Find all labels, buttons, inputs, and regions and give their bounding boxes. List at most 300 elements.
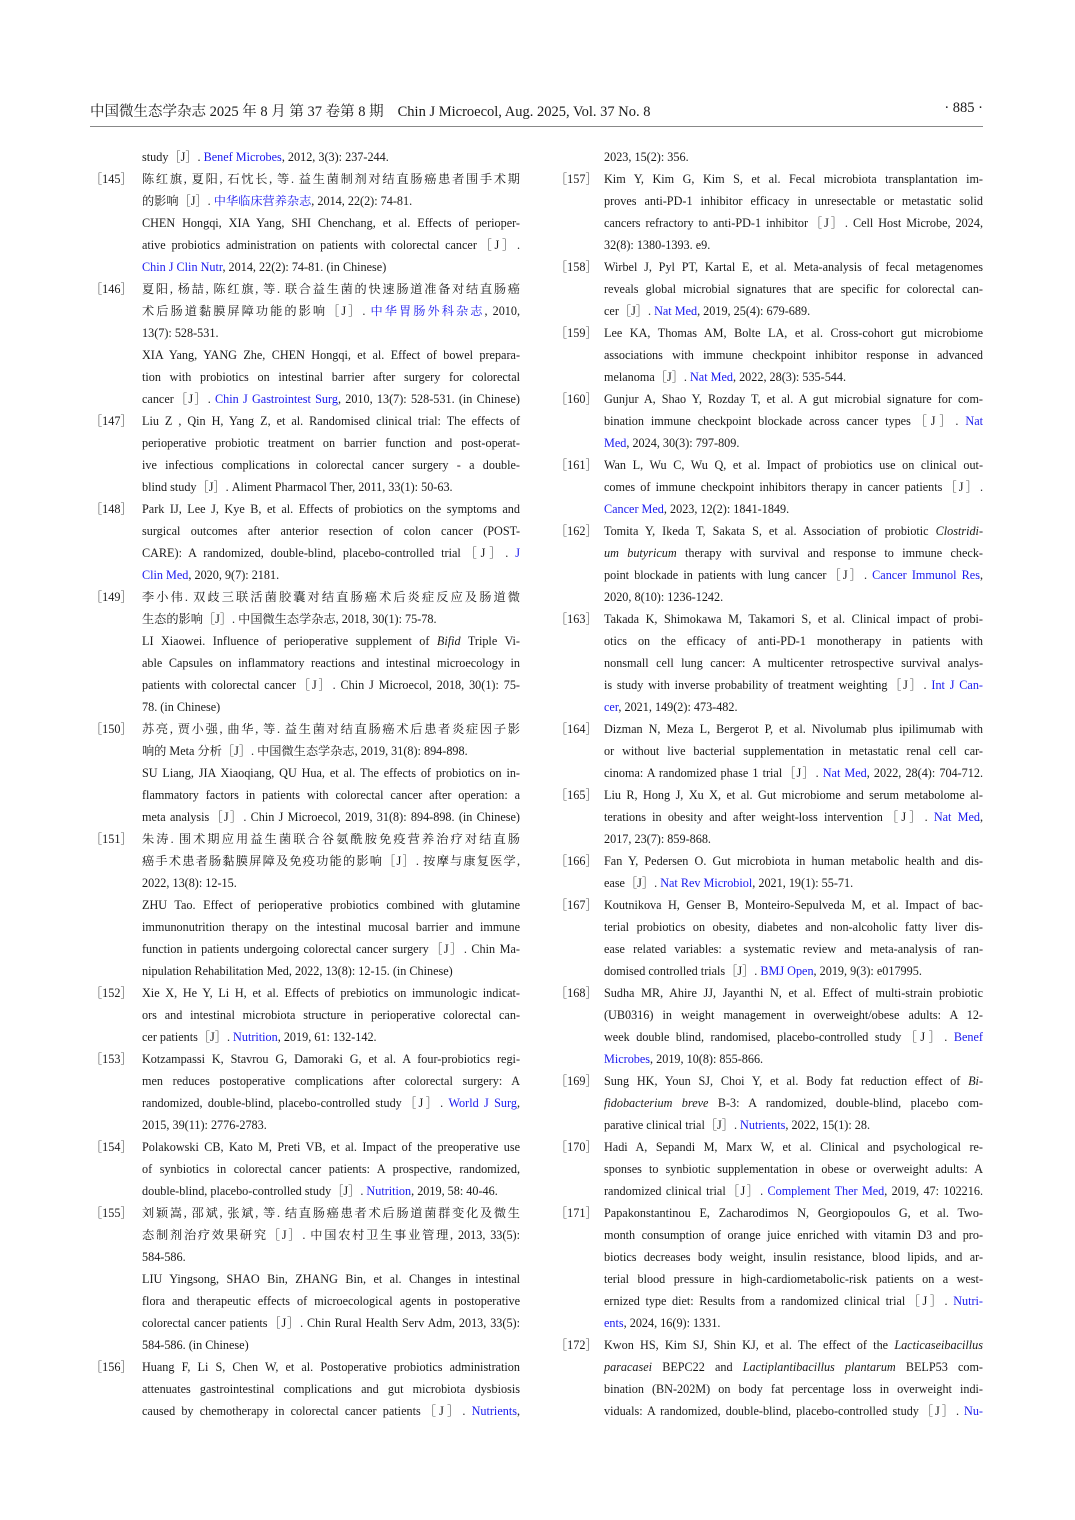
journal-link[interactable]: Nat Med: [822, 766, 867, 780]
text-span: is study with inverse probability of treatment weighting［J］.: [604, 678, 932, 692]
reference-text: [142, 564, 520, 586]
reference-line: [555, 740, 983, 762]
reference-line: [555, 366, 983, 388]
text-span: Liu R, Hong J, Xu X, et al. Gut microbiome and serum metabolome al-: [604, 788, 983, 802]
text-span: terial probiotics on obesity, diabetes and non-alcoholic fatty liver dis-: [604, 920, 983, 934]
text-span: attenuates gastrointestinal complications and gut microbiota dysbiosis: [142, 1382, 520, 1396]
text-span: Lee KA, Thomas AM, Bolte LA, et al. Cross-cohort gut microbiome: [604, 326, 983, 340]
reference-line: [90, 1114, 520, 1136]
reference-number: ［145］: [90, 172, 133, 186]
reference-text: [142, 344, 520, 366]
reference-text: [142, 1202, 520, 1224]
reference-line: [555, 1400, 983, 1422]
text-span: 2017, 23(7): 859-868.: [604, 832, 711, 846]
reference-line: [555, 916, 983, 938]
reference-line: [90, 1070, 520, 1092]
reference-number: ［155］: [90, 1206, 133, 1220]
reference-line: [555, 1026, 983, 1048]
reference-line: [555, 146, 983, 168]
reference-text: [604, 1356, 983, 1378]
reference-text: [604, 784, 983, 806]
reference-text: [604, 278, 983, 300]
reference-number: ［169］: [555, 1074, 598, 1088]
text-span: randomized clinical trial［J］.: [604, 1184, 768, 1198]
page-number: · 885 ·: [944, 100, 983, 116]
text-span: associations with immune checkpoint inhibitor response in advanced: [604, 348, 983, 362]
reference-column-right: [555, 146, 983, 1422]
text-span: Wirbel J, Pyl PT, Kartal E, et al. Meta-analysis of fecal metagenomes: [604, 260, 983, 274]
text-span: randomized, double-blind, placebo-controlled study［J］.: [142, 1096, 449, 1110]
reference-line-start: [555, 1070, 983, 1092]
reference-text: [604, 454, 983, 476]
text-span: study［J］.: [142, 150, 204, 164]
reference-line: [555, 1268, 983, 1290]
text-span: 陈红旗, 夏阳, 石忱长, 等. 益生菌制剂对结直肠癌患者围手术期: [142, 172, 520, 186]
journal-link[interactable]: Cancer Med: [604, 502, 664, 516]
reference-text: [604, 1246, 983, 1268]
text-span: 生态的影响［J］. 中国微生态学杂志, 2018, 30(1): 75-78.: [142, 612, 437, 626]
reference-text: [142, 762, 520, 784]
text-span: ,: [979, 810, 983, 824]
text-span: Xie X, He Y, Li H, et al. Effects of prebiotics on immunologic indicat-: [142, 986, 520, 1000]
reference-line: [90, 674, 520, 696]
reference-line-start: [90, 1048, 520, 1070]
text-span: 78. (in Chinese): [142, 700, 221, 714]
reference-text: [142, 740, 520, 762]
reference-text: [142, 608, 520, 630]
reference-text: [604, 718, 983, 740]
text-span: comes of immune checkpoint inhibitors therapy in cancer patients［J］.: [604, 480, 983, 494]
reference-text: [142, 256, 520, 278]
reference-text: [604, 256, 983, 278]
reference-text: [142, 1356, 520, 1378]
text-span: ease related variables: a systematic review and meta-analysis of ran-: [604, 942, 983, 956]
reference-number: ［168］: [555, 986, 598, 1000]
reference-text: [604, 674, 983, 696]
reference-number: ［157］: [555, 172, 598, 186]
text-span: week double blind, randomised, placebo-controlled study［J］.: [604, 1030, 954, 1044]
journal-link[interactable]: Nat Med: [689, 370, 733, 384]
reference-text: [142, 388, 520, 410]
text-span: 2015, 39(11): 2776-2783.: [142, 1118, 267, 1132]
text-span: 朱涛. 围术期应用益生菌联合谷氨酰胺免疫营养治疗对结直肠: [142, 832, 520, 846]
reference-line: [555, 234, 983, 256]
reference-text: [142, 410, 520, 432]
reference-line: [90, 740, 520, 762]
reference-text: [142, 1400, 520, 1422]
reference-text: [142, 1070, 520, 1092]
reference-number: ［159］: [555, 326, 598, 340]
reference-text: [604, 1400, 983, 1422]
reference-text: [604, 212, 983, 234]
journal-link[interactable]: Nutrients: [740, 1118, 786, 1132]
reference-text: [142, 784, 520, 806]
reference-line-start: [555, 1334, 983, 1356]
reference-text: [604, 300, 983, 322]
reference-text: [604, 1004, 983, 1026]
reference-text: [142, 234, 520, 256]
reference-line-start: [90, 982, 520, 1004]
reference-text: [604, 476, 983, 498]
reference-line-start: [90, 1356, 520, 1378]
text-span: viduals: A randomized, double-blind, placebo-controlled study［J］.: [604, 1404, 965, 1418]
journal-link[interactable]: Chin J Clin Nutr: [142, 260, 223, 274]
reference-number: ［163］: [555, 612, 598, 626]
reference-text: [142, 960, 520, 982]
text-span: 的影响［J］.: [142, 194, 214, 208]
text-span: , 2019, 58: 40-46.: [411, 1184, 498, 1198]
reference-line: [555, 1092, 983, 1114]
reference-text: [604, 1224, 983, 1246]
text-span: caused by chemotherapy in colorectal cancer patients［J］.: [142, 1404, 472, 1418]
reference-text: [142, 1004, 520, 1026]
text-span: BELP53 com-: [895, 1360, 983, 1374]
reference-number: ［166］: [555, 854, 598, 868]
text-span: otics on the efficacy of anti-PD-1 monotherapy in patients with: [604, 634, 983, 648]
reference-text: [142, 454, 520, 476]
text-span: 584-586. (in Chinese): [142, 1338, 249, 1352]
reference-number: ［167］: [555, 898, 598, 912]
text-span: Polakowski CB, Kato M, Preti VB, et al. Impact of the preoperative use: [142, 1140, 520, 1154]
text-span: bination immune checkpoint blockade across cancer types［J］.: [604, 414, 966, 428]
reference-text: [142, 1378, 520, 1400]
journal-link[interactable]: J: [515, 546, 520, 560]
reference-line-start: [555, 850, 983, 872]
text-span: ive infectious complications in colorectal cancer surgery - a double-: [142, 458, 520, 472]
reference-line: [90, 1004, 520, 1026]
reference-text: [142, 674, 520, 696]
journal-link[interactable]: Cancer Immunol Res: [872, 568, 980, 582]
reference-line: [555, 960, 983, 982]
reference-text: [604, 586, 983, 608]
text-span: domised controlled trials［J］.: [604, 964, 761, 978]
journal-link[interactable]: BMJ Open: [760, 964, 814, 978]
reference-text: [142, 1268, 520, 1290]
reference-line: [90, 146, 520, 168]
reference-line: [555, 1048, 983, 1070]
reference-text: [604, 520, 983, 542]
journal-link[interactable]: Nat Med: [654, 304, 698, 318]
text-span: , 2022, 15(1): 28.: [785, 1118, 871, 1132]
reference-line: [555, 1158, 983, 1180]
reference-text: [142, 652, 520, 674]
reference-text: [604, 388, 983, 410]
text-span: ZHU Tao. Effect of perioperative probiotics combined with glutamine: [142, 898, 520, 912]
reference-line: [555, 1004, 983, 1026]
journal-link[interactable]: Nat Med: [933, 810, 980, 824]
text-span: cancers refractory to anti-PD-1 inhibitor［J］. Cell Host Microbe, 2024,: [604, 216, 983, 230]
text-span: Sung HK, Youn SJ, Choi Y, et al. Body fat reduction effect of: [604, 1074, 969, 1088]
journal-link[interactable]: Benef Microbes: [203, 150, 282, 164]
text-span: SU Liang, JIA Xiaoqiang, QU Hua, et al. The effects of probiotics on in-: [142, 766, 520, 780]
text-span: , 2019, 25(4): 679-689.: [697, 304, 811, 318]
reference-number: ［160］: [555, 392, 598, 406]
reference-text: [604, 1312, 983, 1334]
text-span: or without live bacterial supplementation in metastatic renal cell car-: [604, 744, 983, 758]
reference-line: [555, 344, 983, 366]
text-span: double-blind, placebo-controlled study［J］.: [142, 1184, 367, 1198]
reference-line: [555, 410, 983, 432]
reference-line-start: [555, 256, 983, 278]
reference-line: [90, 1224, 520, 1246]
reference-line-start: [555, 1202, 983, 1224]
text-span: Liu Z , Qin H, Yang Z, et al. Randomised clinical trial: The effects of: [142, 414, 520, 428]
reference-line: [90, 960, 520, 982]
reference-line: [555, 828, 983, 850]
reference-number: ［146］: [90, 282, 133, 296]
text-span: ease［J］.: [604, 876, 661, 890]
reference-text: [142, 366, 520, 388]
text-span: Triple Vi-: [460, 634, 520, 648]
text-span: , 2019, 10(8): 855-866.: [650, 1052, 764, 1066]
reference-line: [90, 894, 520, 916]
text-span: colorectal cancer patients［J］. Chin Rural Health Serv Adm, 2013, 33(5):: [142, 1316, 520, 1330]
reference-line: [90, 1246, 520, 1268]
reference-line: [555, 1114, 983, 1136]
reference-text: [142, 1224, 520, 1246]
text-span: 术后肠道黏膜屏障功能的影响［J］.: [142, 304, 371, 318]
journal-link[interactable]: Med: [604, 436, 627, 450]
text-span: Kotzampassi K, Stavrou G, Damoraki G, et al. A four-probiotics regi-: [142, 1052, 520, 1066]
reference-line: [90, 234, 520, 256]
reference-line: [555, 1180, 983, 1202]
text-span: Koutnikova H, Genser B, Monteiro-Sepulveda M, et al. Impact of bac-: [604, 898, 983, 912]
reference-text: [142, 982, 520, 1004]
reference-line: [555, 542, 983, 564]
text-span: cer［J］.: [604, 304, 655, 318]
text-span: Kwon HS, Kim SJ, Shin KJ, et al. The effect of the: [604, 1338, 895, 1352]
reference-text: [142, 1136, 520, 1158]
text-span: cinoma: A randomized phase 1 trial［J］.: [604, 766, 823, 780]
reference-column-left: [90, 146, 520, 1422]
reference-text: [142, 850, 520, 872]
reference-line: [90, 388, 520, 410]
text-span: ,: [516, 1096, 520, 1110]
reference-line: [555, 696, 983, 718]
reference-line: [90, 190, 520, 212]
reference-line-start: [90, 718, 520, 740]
journal-link[interactable]: 中华临床营养杂志: [213, 194, 312, 208]
reference-text: [604, 982, 983, 1004]
journal-link[interactable]: ents: [604, 1316, 624, 1330]
reference-line: [90, 300, 520, 322]
text-span: 态制剂治疗效果研究［J］. 中国农村卫生事业管理, 2013, 33(5):: [142, 1228, 520, 1242]
reference-text: [604, 146, 983, 168]
text-span: Park IJ, Lee J, Kye B, et al. Effects of probiotics on the symptoms and: [142, 502, 520, 516]
reference-text: [604, 432, 983, 454]
reference-line: [555, 498, 983, 520]
reference-text: [604, 630, 983, 652]
reference-text: [604, 850, 983, 872]
reference-line-start: [90, 498, 520, 520]
text-span: , 2010, 13(7): 528-531. (in Chinese): [337, 392, 520, 406]
journal-link[interactable]: Int J Can-: [931, 678, 983, 692]
reference-line-start: [90, 1202, 520, 1224]
reference-text: [142, 498, 520, 520]
journal-link[interactable]: Benef: [953, 1030, 983, 1044]
reference-number: ［153］: [90, 1052, 133, 1066]
reference-text: [604, 1070, 983, 1092]
text-span: ,: [979, 568, 983, 582]
reference-text: [142, 1312, 520, 1334]
reference-text: [604, 542, 983, 564]
reference-line-start: [555, 608, 983, 630]
journal-link[interactable]: Complement Ther Med: [767, 1184, 885, 1198]
text-span: nipulation Rehabilitation Med, 2022, 13(8): 12-15. (in Chinese): [142, 964, 453, 978]
text-span: Kim Y, Kim G, Kim S, et al. Fecal microbiota transplantation im-: [604, 172, 983, 186]
text-span: , 2021, 149(2): 473-482.: [618, 700, 738, 714]
text-span: sponses to synbiotic supplementation in obese or overweight adults: A: [604, 1162, 983, 1176]
text-span: , 2014, 22(2): 74-81. (in Chinese): [222, 260, 387, 274]
reference-line: [90, 916, 520, 938]
journal-link[interactable]: Nutrients: [471, 1404, 517, 1418]
italic-term: Clostridi-: [935, 524, 983, 538]
reference-line: [90, 806, 520, 828]
reference-line-start: [90, 1136, 520, 1158]
reference-text: [604, 168, 983, 190]
reference-text: [604, 1202, 983, 1224]
journal-link[interactable]: Chin J Gastrointest Surg: [215, 392, 338, 406]
text-span: of synbiotics in colorectal cancer patients: A prospective, randomized,: [142, 1162, 520, 1176]
text-span: terations in obesity and after weight-loss intervention［J］.: [604, 810, 934, 824]
reference-text: [142, 1114, 520, 1136]
text-span: LIU Yingsong, SHAO Bin, ZHANG Bin, et al. Changes in intestinal: [142, 1272, 520, 1286]
reference-line: [555, 1290, 983, 1312]
reference-line: [555, 652, 983, 674]
reference-number: ［156］: [90, 1360, 133, 1374]
journal-link[interactable]: 中华胃肠外科杂志: [370, 304, 485, 318]
journal-citation: [90, 100, 650, 121]
reference-number: ［165］: [555, 788, 598, 802]
reference-number: ［147］: [90, 414, 133, 428]
journal-link[interactable]: World J Surg: [448, 1096, 517, 1110]
reference-text: [604, 344, 983, 366]
reference-text: [604, 806, 983, 828]
text-span: 苏亮, 贾小强, 曲华, 等. 益生菌对结直肠癌术后患者炎症因子影: [142, 722, 520, 736]
reference-line: [90, 652, 520, 674]
reference-number: ［162］: [555, 524, 598, 538]
journal-link[interactable]: Nutrition: [233, 1030, 278, 1044]
reference-line: [90, 1312, 520, 1334]
reference-text: [604, 322, 983, 344]
reference-text: [604, 960, 983, 982]
journal-link[interactable]: Nutri-: [953, 1294, 983, 1308]
text-span: 2022, 13(8): 12-15.: [142, 876, 237, 890]
reference-text: [142, 278, 520, 300]
italic-term: Bifid: [436, 634, 461, 648]
text-span: XIA Yang, YANG Zhe, CHEN Hongqi, et al. Effect of bowel prepara-: [142, 348, 520, 362]
reference-line: [90, 1180, 520, 1202]
reference-line: [555, 872, 983, 894]
journal-link[interactable]: Nu-: [964, 1404, 983, 1418]
text-span: men reduces postoperative complications after colorectal surgery: A: [142, 1074, 520, 1088]
text-span: LI Xiaowei. Influence of perioperative supplement of: [142, 634, 437, 648]
reference-line-start: [555, 322, 983, 344]
journal-link[interactable]: Nat: [965, 414, 983, 428]
journal-title-en: Chin J Microecol, Aug. 2025, Vol. 37 No. 8: [397, 104, 651, 120]
text-span: proves anti-PD-1 inhibitor efficacy in unresectable or metastatic solid: [604, 194, 983, 208]
reference-line-start: [555, 168, 983, 190]
journal-link[interactable]: cer: [604, 700, 619, 714]
reference-text: [604, 498, 983, 520]
reference-text: [604, 234, 983, 256]
text-span: perioperative probiotic treatment on barrier function and post-operat-: [142, 436, 520, 450]
journal-link[interactable]: Microbes: [604, 1052, 651, 1066]
text-span: 32(8): 1380-1393. e9.: [604, 238, 711, 252]
reference-text: [604, 410, 983, 432]
text-span: flammatory factors in patients with colorectal cancer after operation: a: [142, 788, 520, 802]
reference-text: [142, 828, 520, 850]
reference-text: [604, 564, 983, 586]
reference-line: [90, 850, 520, 872]
text-span: melanoma［J］.: [604, 370, 690, 384]
journal-link[interactable]: Nat Rev Microbiol: [660, 876, 753, 890]
reference-line: [90, 542, 520, 564]
reference-line: [90, 1268, 520, 1290]
text-span: surgical outcomes after anterior resection of colon cancer (POST-: [142, 524, 520, 538]
reference-text: [142, 1158, 520, 1180]
text-span: 2023, 15(2): 356.: [604, 150, 689, 164]
text-span: 13(7): 528-531.: [142, 326, 219, 340]
text-span: , 2021, 19(1): 55-71.: [752, 876, 854, 890]
reference-number: ［171］: [555, 1206, 598, 1220]
text-span: B-3: A randomized, double-blind, placebo com-: [708, 1096, 983, 1110]
reference-line-start: [555, 520, 983, 542]
reference-line: [90, 256, 520, 278]
reference-line-start: [555, 454, 983, 476]
reference-line: [90, 630, 520, 652]
reference-text: [142, 916, 520, 938]
reference-text: [142, 1290, 520, 1312]
journal-link[interactable]: Clin Med: [142, 568, 189, 582]
text-span: Hadi A, Sepandi M, Marx W, et al. Clinical and psychological re-: [604, 1140, 983, 1154]
reference-text: [604, 1334, 983, 1356]
reference-text: [604, 1136, 983, 1158]
text-span: Fan Y, Pedersen O. Gut microbiota in human metabolic health and dis-: [604, 854, 983, 868]
italic-term: paracasei: [604, 1360, 653, 1374]
reference-line: [555, 806, 983, 828]
running-header: [90, 100, 983, 122]
journal-link[interactable]: Nutrition: [366, 1184, 412, 1198]
reference-text: [142, 212, 520, 234]
text-span: , 2019, 47: 102216.: [884, 1184, 983, 1198]
reference-line: [555, 476, 983, 498]
italic-term: um butyricum: [604, 546, 677, 560]
reference-line: [90, 322, 520, 344]
reference-text: [142, 432, 520, 454]
reference-line: [555, 190, 983, 212]
text-span: parative clinical trial［J］.: [604, 1118, 741, 1132]
reference-text: [142, 476, 520, 498]
reference-number: ［170］: [555, 1140, 598, 1154]
reference-line: [555, 1356, 983, 1378]
reference-line-start: [555, 718, 983, 740]
reference-line: [555, 278, 983, 300]
reference-text: [142, 806, 520, 828]
italic-term: Bi-: [968, 1074, 983, 1088]
text-span: patients with colorectal cancer［J］. Chin J Microecol, 2018, 30(1): 75-: [142, 678, 520, 692]
reference-line-start: [90, 828, 520, 850]
reference-line-start: [555, 388, 983, 410]
reference-line: [555, 1246, 983, 1268]
reference-line: [90, 1290, 520, 1312]
reference-line: [90, 1400, 520, 1422]
text-span: biotics decreases body weight, insulin resistance, blood lipids, and ar-: [604, 1250, 983, 1264]
reference-line: [555, 586, 983, 608]
text-span: ors and intestinal microbiota structure in perioperative colorectal can-: [142, 1008, 520, 1022]
text-span: bination (BN-202M) on body fat percentage loss in overweight indi-: [604, 1382, 983, 1396]
reference-text: [142, 1180, 520, 1202]
